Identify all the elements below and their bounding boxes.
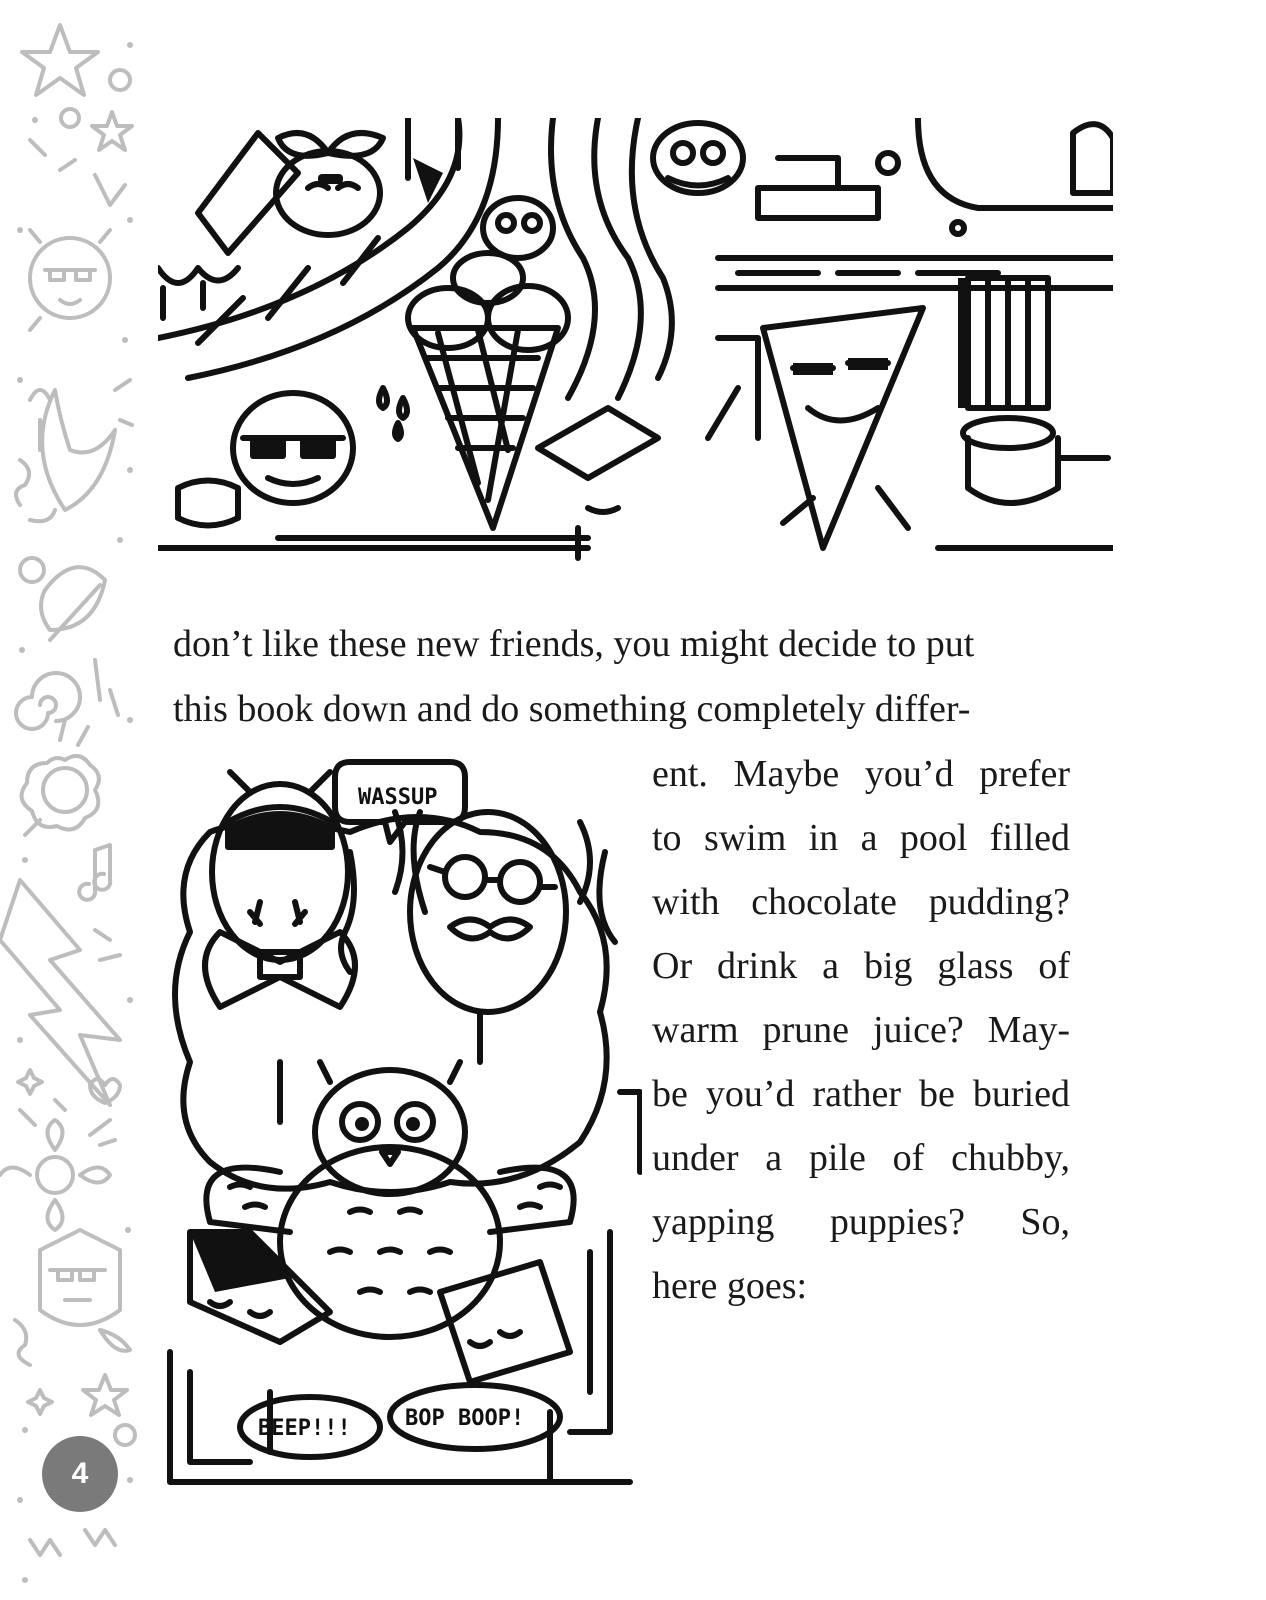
owl-character bbox=[315, 1070, 465, 1194]
speech-bubble-text-2: BEEP!!! bbox=[258, 1416, 351, 1441]
spiral-icon bbox=[16, 673, 80, 729]
flower-icon bbox=[22, 756, 99, 830]
star-icon bbox=[22, 25, 98, 95]
column-line: ent. Maybe you’d prefer bbox=[652, 753, 1070, 795]
margin-doodle-strip bbox=[0, 0, 150, 1600]
balloon-mustache-character bbox=[410, 812, 566, 1012]
lightning-icon bbox=[0, 880, 120, 1105]
column-line: be you’d rather be buried bbox=[652, 1073, 1070, 1115]
column-line: with chocolate pudding? bbox=[652, 881, 1070, 923]
music-note-icon bbox=[79, 845, 110, 900]
cool-face-icon bbox=[40, 1230, 120, 1325]
paragraph-line-2: this book down and do something completely differ- bbox=[173, 688, 971, 730]
speech-bubble-text-1: WASSUP bbox=[358, 785, 438, 810]
balloon-bowtie-character bbox=[212, 784, 348, 960]
speech-bubble-text-3: BOP BOOP! bbox=[405, 1406, 525, 1431]
column-line: to swim in a pool filled bbox=[652, 817, 1070, 859]
column-line: warm prune juice? May- bbox=[652, 1009, 1070, 1051]
banana-icon bbox=[42, 390, 115, 510]
leaf-icon bbox=[41, 567, 105, 640]
paragraph-column bbox=[652, 742, 1070, 1318]
food-characters-illustration bbox=[158, 118, 1113, 566]
column-line: under a pile of chubby, bbox=[652, 1137, 1070, 1179]
column-line: here goes: bbox=[652, 1265, 808, 1307]
robot-character bbox=[440, 1262, 570, 1382]
balloon-owl-robot-illustration bbox=[150, 752, 642, 1490]
star-icon bbox=[83, 1375, 127, 1415]
page-number-badge bbox=[42, 1436, 118, 1512]
page-number: 4 bbox=[71, 1457, 89, 1490]
paragraph-line-1: don’t like these new friends, you might decide to put bbox=[173, 623, 975, 665]
column-line: yapping puppies? So, bbox=[652, 1201, 1070, 1243]
bowtie bbox=[205, 932, 355, 1007]
bow-girl-character bbox=[276, 151, 380, 235]
column-line: Or drink a big glass of bbox=[652, 945, 1070, 987]
star-icon bbox=[92, 112, 132, 150]
flower-icon bbox=[37, 1157, 73, 1193]
